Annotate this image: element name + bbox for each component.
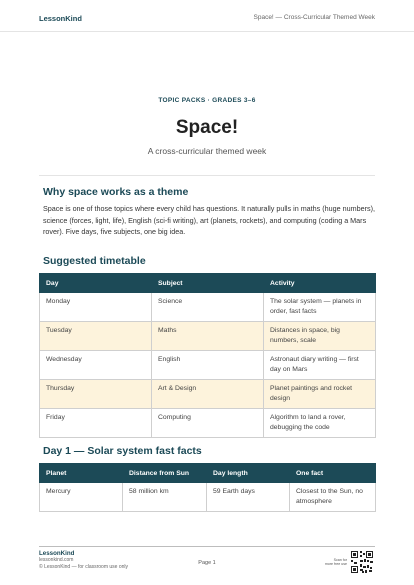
cell-day-length: 59 Earth days: [207, 483, 290, 512]
cell-subject: Science: [152, 293, 264, 322]
column-header-day: Day: [40, 274, 152, 293]
cell-day: Friday: [40, 409, 152, 438]
column-header-distance: Distance from Sun: [123, 464, 207, 483]
cell-activity: Algorithm to land a rover, debugging the code: [264, 409, 376, 438]
cell-subject: Art & Design: [152, 380, 264, 409]
footer-site-link[interactable]: lessonkind.com: [39, 557, 74, 563]
facts-table: [39, 463, 376, 512]
timetable-table: [39, 273, 376, 438]
table-row: [40, 483, 376, 512]
page-number: Page 1: [198, 560, 216, 566]
page-subtitle: A cross-curricular themed week: [147, 146, 267, 156]
cell-activity: Astronaut diary writing — first day on Mars: [264, 351, 376, 380]
qr-caption: [323, 558, 347, 567]
qr-code-icon[interactable]: [350, 550, 374, 574]
cell-day: Tuesday: [40, 322, 152, 351]
facts-heading: Day 1 — Solar system fast facts: [43, 445, 202, 457]
cell-subject: English: [152, 351, 264, 380]
cell-activity: Planet paintings and rocket design: [264, 380, 376, 409]
cell-fact: Closest to the Sun, no atmosphere: [290, 483, 376, 512]
table-header-row: [40, 274, 376, 293]
column-header-subject: Subject: [152, 274, 264, 293]
page-title: Space!: [175, 117, 239, 138]
cell-planet: Mercury: [40, 483, 123, 512]
page-header: [0, 0, 414, 32]
intro-paragraph: Space is one of those topics where every child has questions. It naturally pulls in maths (huge numbers), science (forces, light, life), English (sci-fi writing), art (planets, rockets), and computing (coding a Mars rover). Five days, five subjects, one big idea.: [43, 204, 375, 236]
column-header-day-length: Day length: [207, 464, 290, 483]
cell-subject: Maths: [152, 322, 264, 351]
table-row: [40, 351, 376, 380]
eyebrow-label: TOPIC PACKS · GRADES 3–6: [158, 97, 256, 104]
cell-activity: Distances in space, big numbers, scale: [264, 322, 376, 351]
column-header-fact: One fact: [290, 464, 376, 483]
table-row: [40, 409, 376, 438]
cell-day: Thursday: [40, 380, 152, 409]
timetable-heading: Suggested timetable: [43, 255, 146, 267]
table-row: [40, 293, 376, 322]
qr-caption-line: more free use: [324, 562, 347, 567]
hero-divider: [39, 175, 375, 176]
cell-day: Monday: [40, 293, 152, 322]
cell-day: Wednesday: [40, 351, 152, 380]
cell-activity: The solar system — planets in order, fast facts: [264, 293, 376, 322]
brand-logo[interactable]: LessonKind: [39, 14, 82, 23]
cell-distance: 58 million km: [123, 483, 207, 512]
table-header-row: [40, 464, 376, 483]
qr-caption-line: Scan for: [333, 558, 347, 562]
footer-brand: LessonKind: [39, 550, 75, 557]
hero: [0, 97, 414, 156]
column-header-planet: Planet: [40, 464, 123, 483]
cell-subject: Computing: [152, 409, 264, 438]
intro-heading: Why space works as a theme: [43, 186, 189, 198]
footer-divider: [39, 546, 375, 547]
table-row: [40, 380, 376, 409]
column-header-activity: Activity: [264, 274, 376, 293]
table-row: [40, 322, 376, 351]
footer-copyright: © LessonKind — for classroom use only: [39, 564, 129, 570]
header-document-title: Space! — Cross-Curricular Themed Week: [253, 14, 375, 21]
